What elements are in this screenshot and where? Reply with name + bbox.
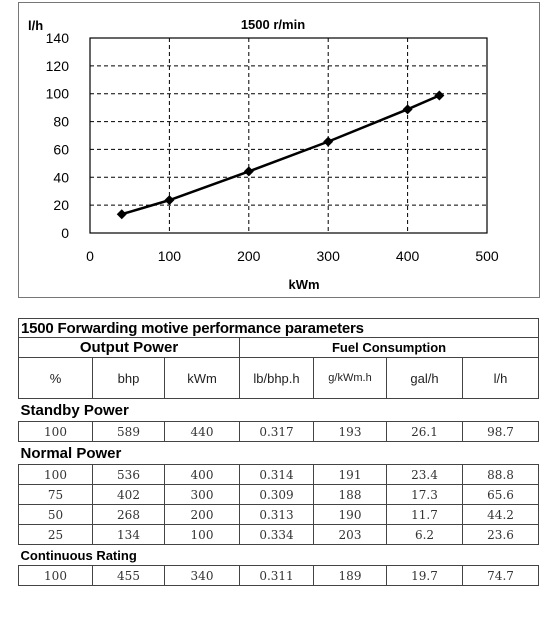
table-cell: 536 [93, 465, 165, 485]
table-row [19, 485, 539, 505]
table-cell: 0.314 [240, 465, 314, 485]
column-header-lb-bhp-h: lb/bhp.h [240, 358, 314, 399]
table-row [19, 422, 539, 442]
section-heading: Normal Power [19, 442, 539, 465]
table-cell: 589 [93, 422, 165, 442]
fuel-consumption-chart [19, 3, 539, 297]
table-cell: 203 [314, 525, 387, 545]
x-axis-label: kWm [288, 277, 320, 292]
table-cell: 88.8 [463, 465, 539, 485]
table-cell: 100 [165, 525, 240, 545]
series-layer [117, 91, 445, 220]
table-cell: 200 [165, 505, 240, 525]
table-row [19, 465, 539, 485]
output-power-header: Output Power [19, 338, 240, 358]
table-cell: 340 [165, 566, 240, 586]
data-point-marker [117, 209, 127, 219]
table-cell: 190 [314, 505, 387, 525]
table-cell: 100 [19, 566, 93, 586]
data-point-marker [244, 166, 254, 176]
y-tick-label: 100 [45, 85, 69, 102]
table-cell: 50 [19, 505, 93, 525]
table-cell: 98.7 [463, 422, 539, 442]
chart-frame [18, 2, 540, 298]
x-tick-label: 300 [316, 248, 340, 264]
table-cell: 74.7 [463, 566, 539, 586]
table-cell: 191 [314, 465, 387, 485]
table-body [19, 319, 539, 586]
y-axis-label: l/h [28, 18, 44, 33]
table-cell: 134 [93, 525, 165, 545]
performance-table-wrap [18, 318, 538, 586]
table-cell: 11.7 [387, 505, 463, 525]
table-cell: 25 [19, 525, 93, 545]
section-heading: Standby Power [19, 399, 539, 422]
table-cell: 400 [165, 465, 240, 485]
column-header-l-h: l/h [463, 358, 539, 399]
group-header-row [19, 338, 539, 358]
data-point-marker [164, 195, 174, 205]
column-header-kwm: kWm [165, 358, 240, 399]
table-cell: 0.334 [240, 525, 314, 545]
column-header-gal-h: gal/h [387, 358, 463, 399]
section-heading: Continuous Rating [19, 545, 539, 566]
data-point-marker [403, 104, 413, 114]
column-header-bhp: bhp [93, 358, 165, 399]
grid-layer [90, 38, 487, 233]
table-cell: 189 [314, 566, 387, 586]
table-cell: 193 [314, 422, 387, 442]
column-header-g-kwm-h: g/kWm.h [314, 358, 387, 399]
plot-area [90, 38, 487, 233]
table-cell: 268 [93, 505, 165, 525]
table-cell: 19.7 [387, 566, 463, 586]
table-title: 1500 Forwarding motive performance parameters [19, 319, 539, 338]
y-tick-label: 20 [53, 197, 69, 214]
tick-labels [46, 30, 499, 264]
table-row [19, 566, 539, 586]
table-title-row [19, 319, 539, 338]
table-cell: 440 [165, 422, 240, 442]
table-cell: 100 [19, 465, 93, 485]
y-tick-label: 140 [45, 30, 69, 46]
section-row [19, 399, 539, 422]
table-cell: 188 [314, 485, 387, 505]
table-cell: 0.311 [240, 566, 314, 586]
table-cell: 455 [93, 566, 165, 586]
table-row [19, 525, 539, 545]
table-cell: 6.2 [387, 525, 463, 545]
chart-title: 1500 r/min [240, 17, 306, 32]
x-tick-label: 0 [86, 248, 94, 264]
section-row [19, 545, 539, 566]
table-cell: 23.4 [387, 465, 463, 485]
table-cell: 44.2 [463, 505, 539, 525]
table-cell: 300 [165, 485, 240, 505]
fuel-consumption-header: Fuel Consumption [240, 338, 539, 358]
table-cell: 75 [19, 485, 93, 505]
data-point-marker [434, 91, 444, 101]
x-tick-label: 500 [475, 248, 499, 264]
table-cell: 402 [93, 485, 165, 505]
y-tick-label: 40 [53, 169, 69, 186]
table-cell: 0.309 [240, 485, 314, 505]
y-tick-label: 0 [61, 225, 69, 241]
table-cell: 65.6 [463, 485, 539, 505]
x-tick-label: 200 [237, 248, 261, 264]
table-cell: 0.317 [240, 422, 314, 442]
y-tick-label: 80 [53, 113, 69, 130]
y-tick-label: 120 [45, 57, 69, 74]
data-point-marker [323, 137, 333, 147]
table-cell: 23.6 [463, 525, 539, 545]
x-tick-label: 400 [395, 248, 420, 264]
table-cell: 0.313 [240, 505, 314, 525]
table-cell: 26.1 [387, 422, 463, 442]
table-cell: 17.3 [387, 485, 463, 505]
column-header-row [19, 358, 539, 399]
performance-table [18, 318, 539, 586]
table-cell: 100 [19, 422, 93, 442]
y-tick-label: 60 [53, 141, 69, 158]
section-row [19, 442, 539, 465]
x-tick-label: 100 [157, 248, 182, 264]
table-row [19, 505, 539, 525]
column-header-percent: % [19, 358, 93, 399]
